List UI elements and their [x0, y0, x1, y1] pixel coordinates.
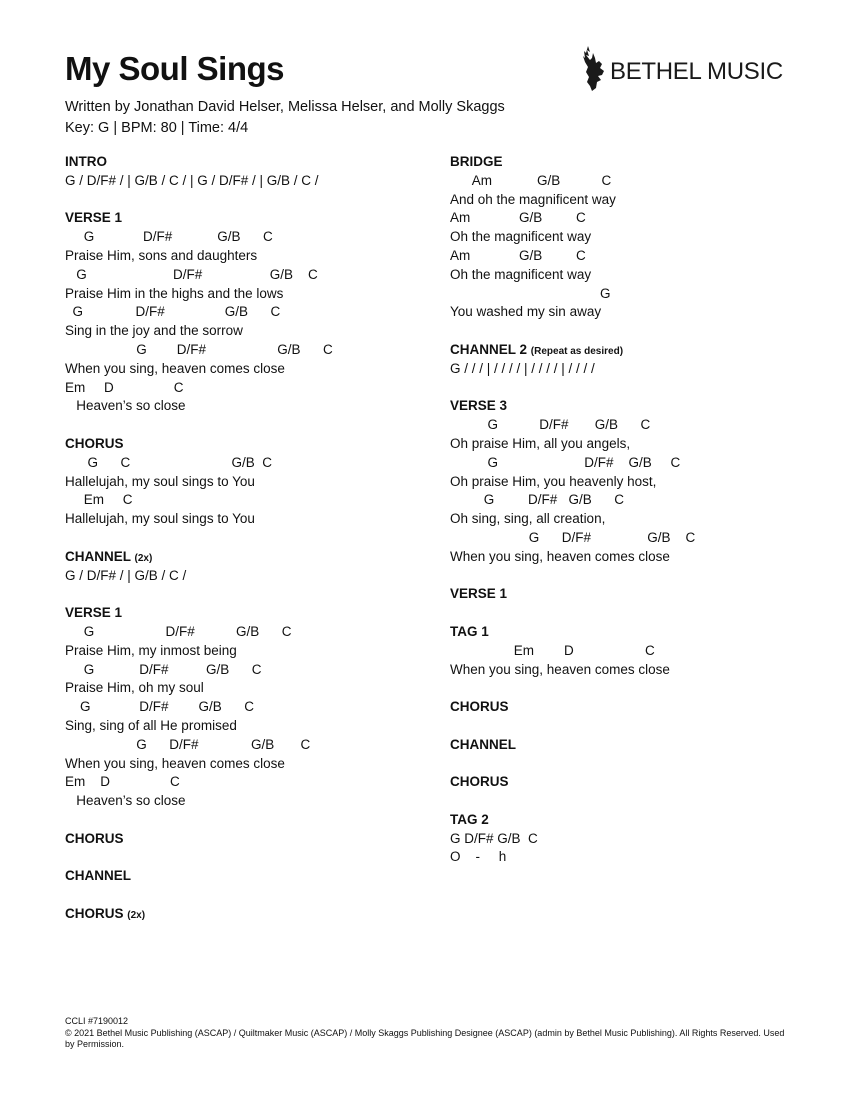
- section-name: TAG 2: [450, 811, 489, 827]
- section-header: [65, 153, 445, 172]
- lyric-line: Oh the magnificent way: [450, 266, 592, 282]
- section-name: VERSE 1: [450, 586, 508, 602]
- lyric-line: Sing in the joy and the sorrow: [65, 323, 243, 339]
- section-name: CHORUS: [65, 905, 124, 921]
- section-spacer: [450, 792, 830, 811]
- section-name: INTRO: [65, 154, 107, 169]
- section-spacer: [450, 322, 830, 341]
- chord-line: G D/F# G/B C: [65, 266, 318, 282]
- chord-line: G D/F# G/B C: [65, 229, 273, 245]
- section-spacer: [65, 416, 445, 435]
- chord-line: G D/F# G/B C: [65, 661, 262, 677]
- section-name: CHORUS: [450, 699, 509, 715]
- right-column: [450, 153, 830, 867]
- left-column: [65, 153, 445, 924]
- lyric-line: Hallelujah, my soul sings to You: [65, 511, 255, 527]
- chord-line: G D/F# G/B C: [65, 304, 281, 320]
- section-spacer: [65, 886, 445, 905]
- chord-line: G D/F# G/B C: [65, 699, 255, 715]
- lyric-line: O - h: [450, 849, 507, 865]
- section-header: [65, 867, 445, 886]
- chord-line: G D/F# G/B C: [450, 830, 538, 846]
- chord-line: Em D C: [450, 642, 655, 658]
- section-name: CHORUS: [65, 435, 124, 451]
- chord-line: G / / / | / / / / | / / / / | / / / /: [450, 360, 595, 376]
- writers: Written by Jonathan David Helser, Melissa Helser, and Molly Skaggs: [65, 99, 505, 115]
- lyric-line: You washed my sin away: [450, 304, 602, 320]
- chord-line: G D/F# G/B C: [450, 417, 651, 433]
- chord-line: G D/F# G/B C: [65, 736, 311, 752]
- chord-line: G D/F# G/B C: [65, 623, 292, 639]
- section-header: [65, 209, 445, 228]
- lyric-line: When you sing, heaven comes close: [450, 548, 670, 564]
- section-name: CHORUS: [450, 774, 509, 790]
- ccli-number: CCLI #7190012: [65, 1016, 129, 1026]
- section-header: [65, 830, 445, 849]
- section-header: [450, 341, 830, 360]
- section-header: [450, 773, 830, 792]
- section-spacer: [65, 191, 445, 210]
- section-header: [450, 698, 830, 717]
- section-name: BRIDGE: [450, 154, 503, 169]
- section-header: [450, 397, 830, 416]
- chord-line: G: [450, 285, 611, 301]
- bethel-music-logo: [580, 44, 783, 94]
- lyric-line: Oh praise Him, you heavenly host,: [450, 473, 657, 489]
- section-name: CHORUS: [65, 830, 124, 846]
- section-spacer: [65, 848, 445, 867]
- section-name: TAG 1: [450, 623, 489, 639]
- lyric-line: When you sing, heaven comes close: [65, 360, 285, 376]
- section-header: [65, 435, 445, 454]
- lyric-line: Oh sing, sing, all creation,: [450, 511, 606, 527]
- section-header: [450, 736, 830, 755]
- section-header: [450, 585, 830, 604]
- section-spacer: [65, 585, 445, 604]
- lyric-line: When you sing, heaven comes close: [65, 755, 285, 771]
- chord-line: G D/F# G/B C: [450, 529, 696, 545]
- chord-line: Em D C: [65, 774, 180, 790]
- section-spacer: [450, 717, 830, 736]
- chord-line: G D/F# G/B C: [65, 341, 333, 357]
- section-header: [450, 153, 830, 172]
- song-title: My Soul Sings: [65, 50, 285, 87]
- section-name: CHANNEL: [65, 548, 131, 564]
- lyric-line: Praise Him, my inmost being: [65, 642, 237, 658]
- section-spacer: [450, 604, 830, 623]
- section-spacer: [65, 529, 445, 548]
- section-header: [450, 623, 830, 642]
- section-spacer: [450, 755, 830, 774]
- section-name: CHANNEL 2: [450, 341, 528, 357]
- song-meta: Key: G | BPM: 80 | Time: 4/4: [65, 120, 249, 136]
- chord-line: Em C: [65, 492, 133, 508]
- lyric-line: Oh praise Him, all you angels,: [450, 435, 631, 451]
- lyric-line: Hallelujah, my soul sings to You: [65, 473, 255, 489]
- section-note: (Repeat as desired): [530, 345, 624, 357]
- section-spacer: [450, 679, 830, 698]
- chord-line: G / D/F# / | G/B / C / | G / D/F# / | G/B / C /: [65, 172, 319, 188]
- chord-line: Am G/B C: [450, 210, 586, 226]
- chord-line: G D/F# G/B C: [450, 454, 681, 470]
- copyright-notice: © 2021 Bethel Music Publishing (ASCAP) / Quiltmaker Music (ASCAP) / Molly Skaggs Publishing Designee (ASCAP) (admin by Bethel Music Publishing). All Rights Reserved. Used by Permission.: [65, 1027, 785, 1049]
- lyric-line: Oh the magnificent way: [450, 229, 592, 245]
- lyric-line: And oh the magnificent way: [450, 191, 616, 207]
- lyric-line: Praise Him in the highs and the lows: [65, 285, 284, 301]
- chord-line: Am G/B C: [450, 172, 612, 188]
- chord-line: G C G/B C: [65, 454, 273, 470]
- chord-line: Em D C: [65, 379, 184, 395]
- section-header: [65, 548, 445, 567]
- section-header: [65, 604, 445, 623]
- section-spacer: [65, 811, 445, 830]
- lyric-line: Sing, sing of all He promised: [65, 717, 237, 733]
- section-header: [65, 905, 445, 924]
- section-note: (2x): [127, 909, 146, 921]
- section-name: VERSE 1: [65, 605, 123, 621]
- section-spacer: [450, 379, 830, 398]
- chord-line: G / D/F# / | G/B / C /: [65, 567, 187, 583]
- section-header: [450, 811, 830, 830]
- lyric-line: Heaven’s so close: [65, 398, 186, 414]
- deer-head-icon: [580, 44, 608, 92]
- lyric-line: When you sing, heaven comes close: [450, 661, 670, 677]
- section-name: VERSE 3: [450, 398, 508, 414]
- lyric-line: Heaven’s so close: [65, 793, 186, 809]
- section-note: (2x): [134, 552, 153, 564]
- section-name: VERSE 1: [65, 210, 123, 226]
- section-name: CHANNEL: [65, 868, 131, 884]
- chord-line: G D/F# G/B C: [450, 492, 625, 508]
- section-name: CHANNEL: [450, 736, 516, 752]
- logo-text: BETHEL MUSIC: [610, 58, 783, 85]
- section-spacer: [450, 567, 830, 586]
- footer: [65, 1016, 785, 1051]
- song-credits: [65, 97, 505, 139]
- lyric-line: Praise Him, sons and daughters: [65, 247, 258, 263]
- lyric-line: Praise Him, oh my soul: [65, 680, 204, 696]
- chord-line: Am G/B C: [450, 247, 586, 263]
